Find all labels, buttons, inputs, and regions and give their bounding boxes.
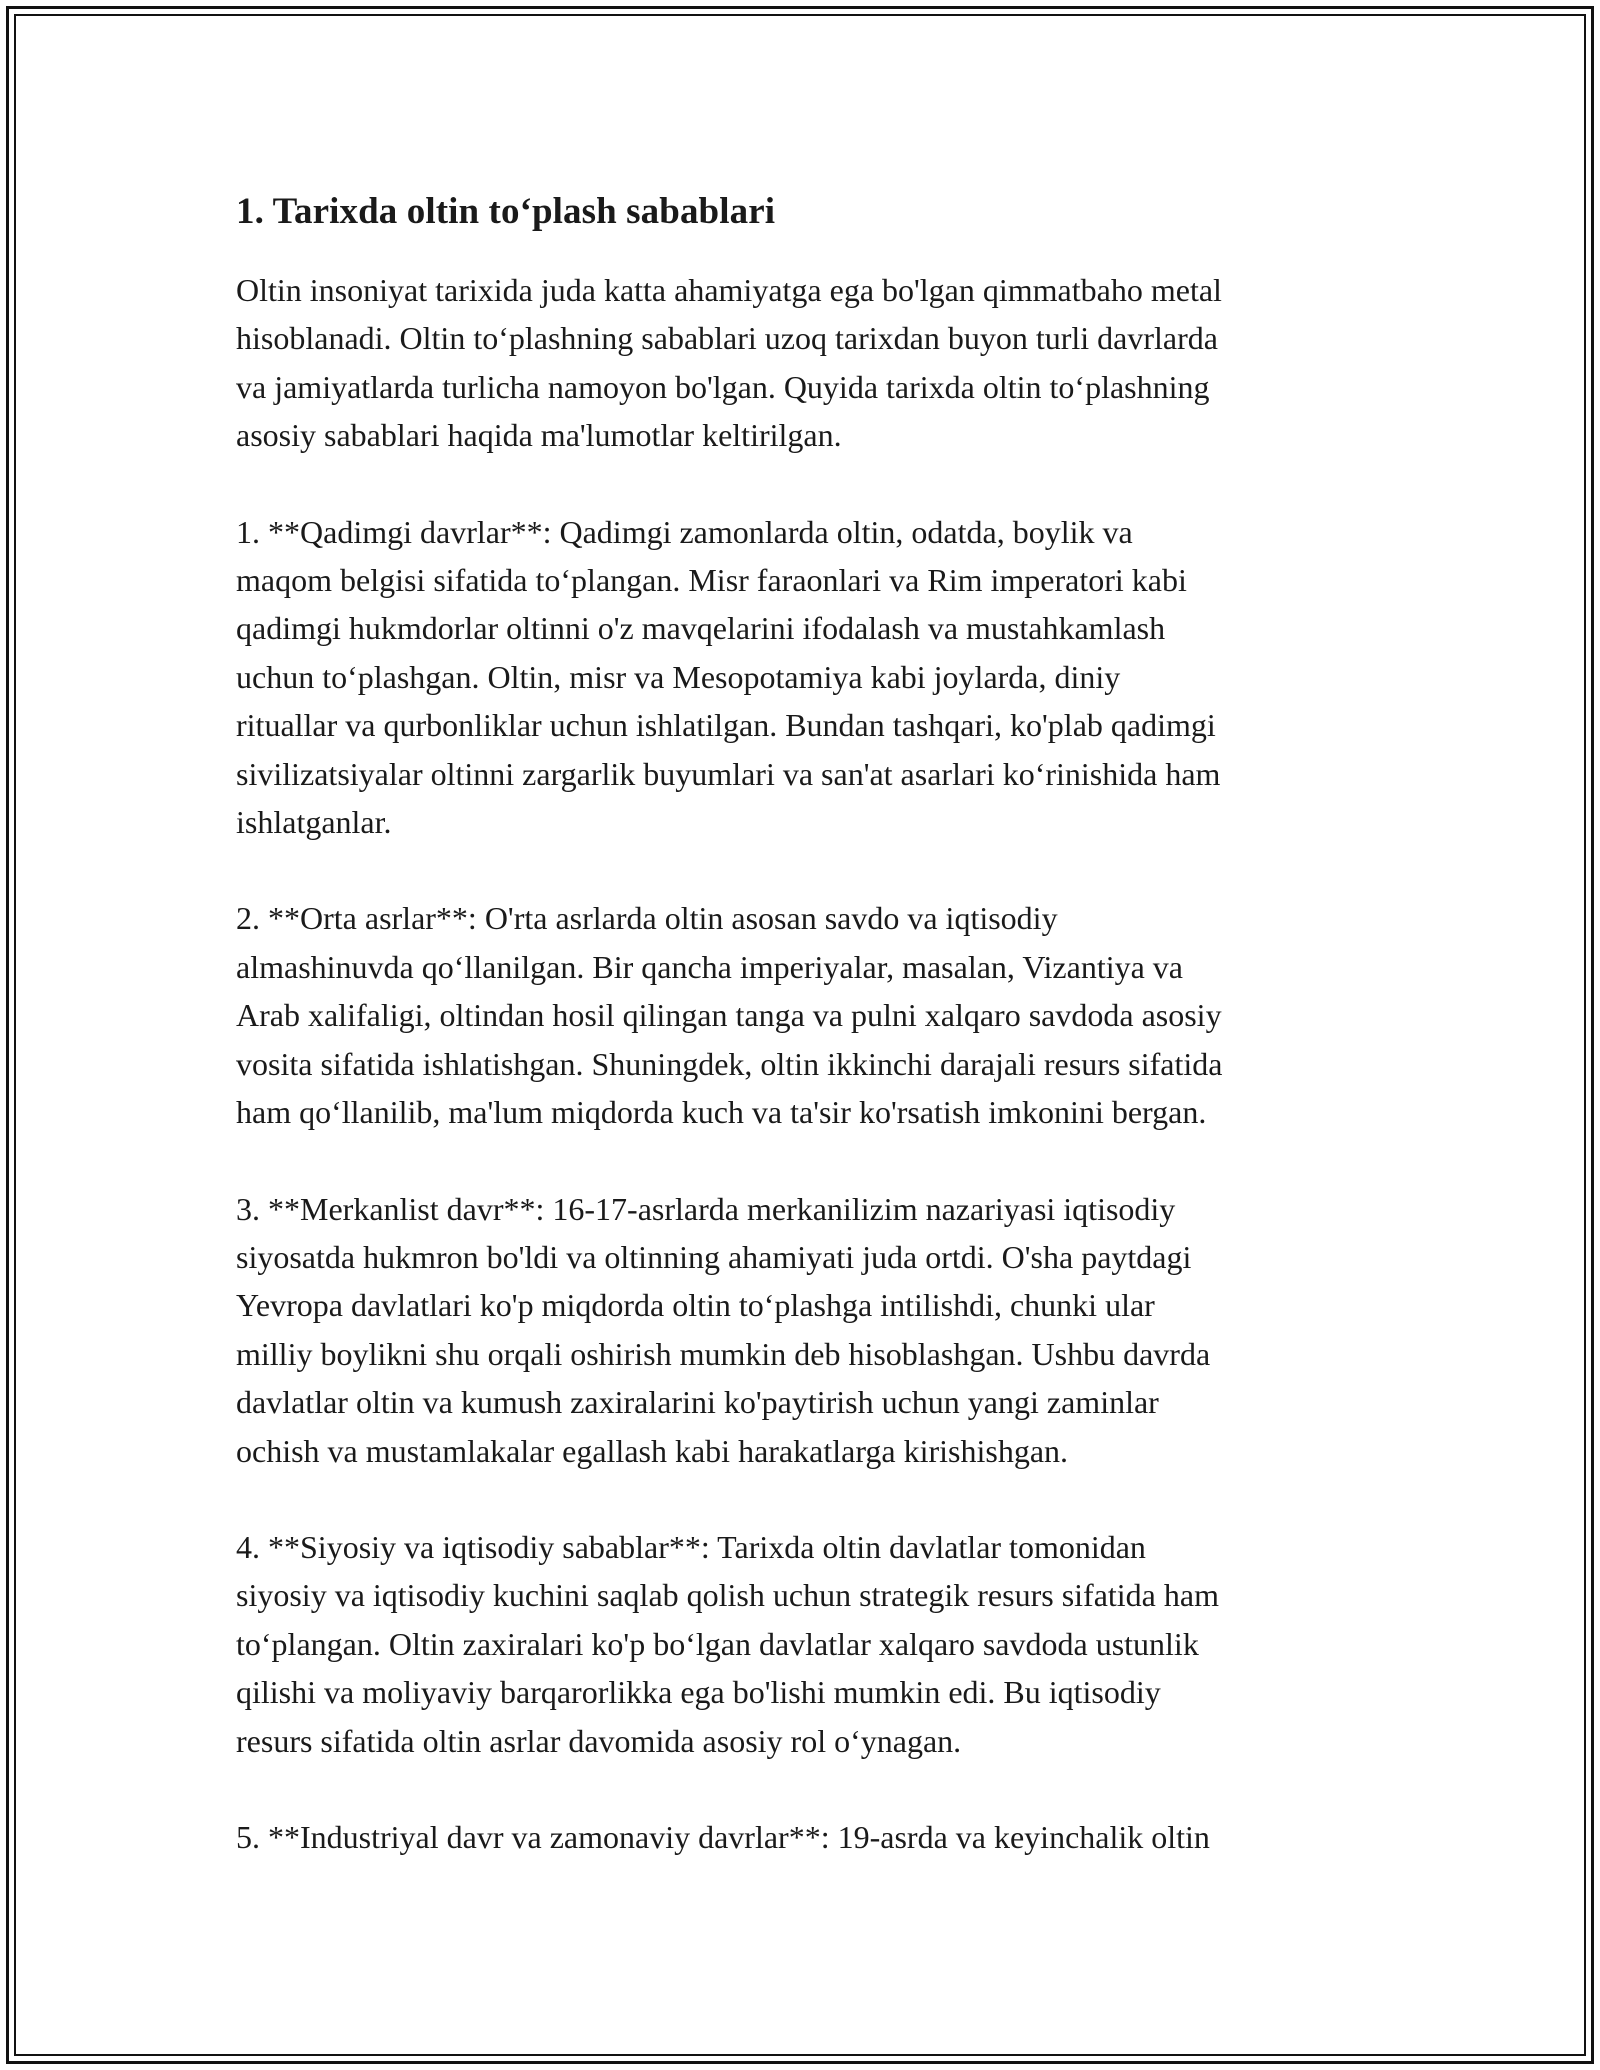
text-line: siyosatda hukmron bo'ldi va oltinning ahamiyati juda ortdi. O'sha paytdagi (236, 1238, 1192, 1275)
text-line: Arab xalifaligi, oltindan hosil qilingan tanga va pulni xalqaro savdoda asosiy (236, 997, 1222, 1034)
text-line: siyosiy va iqtisodiy kuchini saqlab qolish uchun strategik resurs sifatida ham (236, 1577, 1219, 1614)
text-line: ishlatganlar. (236, 804, 392, 841)
text-line: 5. **Industriyal davr va zamonaviy davrlar**: 19-asrda va keyinchalik oltin (236, 1818, 1210, 1855)
paragraph-6 (236, 1813, 1386, 1861)
text-line: ochish va mustamlakalar egallash kabi harakatlarga kirishishgan. (236, 1432, 1069, 1469)
text-line: to‘plangan. Oltin zaxiralari ko'p bo‘lgan davlatlar xalqaro savdoda ustunlik (236, 1625, 1199, 1662)
text-line: 4. **Siyosiy va iqtisodiy sabablar**: Tarixda oltin davlatlar tomonidan (236, 1528, 1146, 1565)
text-line: maqom belgisi sifatida to‘plangan. Misr faraonlari va Rim imperatori kabi (236, 562, 1187, 599)
text-line: qadimgi hukmdorlar oltinni o'z mavqelarini ifodalash va mustahkamlash (236, 610, 1166, 647)
text-line: resurs sifatida oltin asrlar davomida asosiy rol o‘ynagan. (236, 1722, 962, 1759)
text-line: uchun to‘plashgan. Oltin, misr va Mesopotamiya kabi joylarda, diniy (236, 658, 1121, 695)
paragraph-5 (236, 1523, 1386, 1765)
text-line: qilishi va moliyaviy barqarorlikka ega bo'lishi mumkin edi. Bu iqtisodiy (236, 1674, 1161, 1711)
text-line: almashinuvda qo‘llanilgan. Bir qancha imperiyalar, masalan, Vizantiya va (236, 948, 1183, 985)
text-line: 1. **Qadimgi davrlar**: Qadimgi zamonlarda oltin, odatda, boylik va (236, 513, 1133, 550)
paragraph-3 (236, 894, 1386, 1136)
text-line: ham qo‘llanilib, ma'lum miqdorda kuch va ta'sir ko'rsatish imkonini bergan. (236, 1094, 1207, 1131)
paragraph-4 (236, 1185, 1386, 1475)
paragraph-1 (236, 266, 1386, 460)
text-line: Oltin insoniyat tarixida juda katta ahamiyatga ega bo'lgan qimmatbaho metal (236, 272, 1222, 308)
text-line: hisoblanadi. Oltin to‘plashning sabablari uzoq tarixdan buyon turli davrlarda (236, 320, 1218, 357)
text-line: 3. **Merkanlist davr**: 16-17-asrlarda merkanilizim nazariyasi iqtisodiy (236, 1190, 1176, 1227)
text-line: Yevropa davlatlari ko'p miqdorda oltin to‘plashga intilishdi, chunki ular (236, 1287, 1155, 1324)
document-title: 1. Tarixda oltin to‘plash sabablari (236, 191, 776, 232)
text-line: davlatlar oltin va kumush zaxiralarini ko'paytirish uchun yangi zaminlar (236, 1384, 1159, 1421)
text-line: asosiy sabablari haqida ma'lumotlar keltirilgan. (236, 417, 842, 454)
text-line: vosita sifatida ishlatishgan. Shuningdek, oltin ikkinchi darajali resurs sifatida (236, 1045, 1223, 1082)
paragraph-2 (236, 508, 1386, 847)
text-line: rituallar va qurbonliklar uchun ishlatilgan. Bundan tashqari, ko'plab qadimgi (236, 707, 1216, 744)
document-body (236, 266, 1386, 1861)
text-line: sivilizatsiyalar oltinni zargarlik buyumlari va san'at asarlari ko‘rinishida ham (236, 755, 1221, 792)
document-page (236, 188, 1386, 1909)
text-line: va jamiyatlarda turlicha namoyon bo'lgan. Quyida tarixda oltin to‘plashning (236, 368, 1210, 405)
text-line: 2. **Orta asrlar**: O'rta asrlarda oltin asosan savdo va iqtisodiy (236, 900, 1058, 937)
text-line: milliy boylikni shu orqali oshirish mumkin deb hisoblashgan. Ushbu davrda (236, 1335, 1211, 1372)
